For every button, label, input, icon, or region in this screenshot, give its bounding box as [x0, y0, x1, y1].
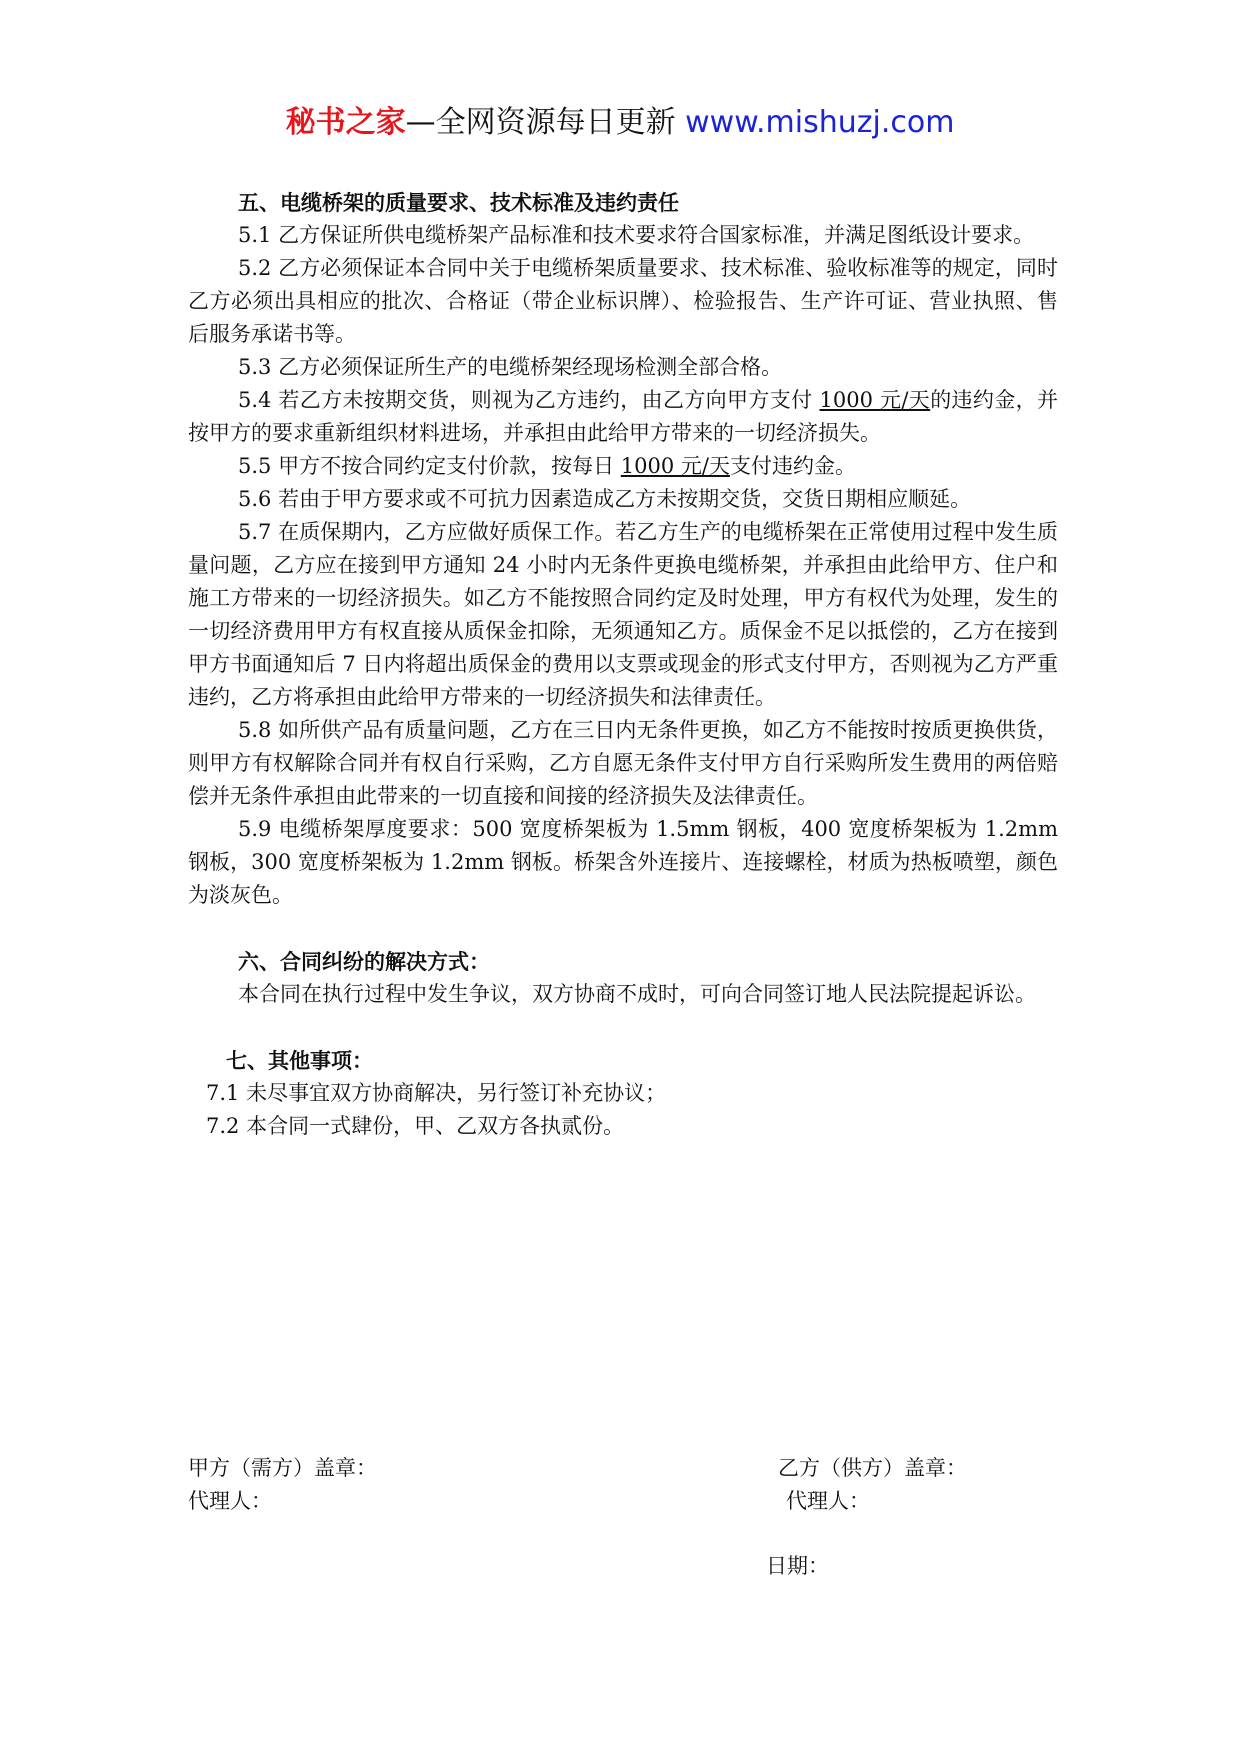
clause-5-5-penalty: 1000 元/天: [620, 454, 730, 478]
section6-heading: 六、合同纠纷的解决方式：: [238, 949, 490, 974]
clause-5-9: 5.9 电缆桥架厚度要求：500 宽度桥架板为 1.5mm 钢板，400 宽度桥架板为 1.2mm 钢板，300 宽度桥架板为 1.2mm 钢板。桥架含外连接片、连接螺栓，材质为热板喷塑，颜色为淡灰色。: [188, 817, 1058, 907]
party-a-agent-label: 代理人：: [188, 1489, 272, 1513]
date-label: 日期：: [766, 1554, 829, 1578]
party-a-seal-label: 甲方（需方）盖章：: [188, 1456, 377, 1480]
clause-7-2: 7.2 本合同一式肆份，甲、乙双方各执贰份。: [206, 1114, 625, 1138]
clause-5-1: 5.1 乙方保证所供电缆桥架产品标准和技术要求符合国家标准，并满足图纸设计要求。: [238, 223, 1035, 247]
banner-brand: 秘书之家: [285, 105, 406, 140]
clause-5-4-text-b: 的违约金，并按甲方的要求重新组织材料进场，并承担由此给甲方带来的一切经济损失。: [188, 388, 1058, 445]
contract-body: [188, 186, 1058, 1143]
spacer: [188, 912, 1058, 945]
section6-body: 本合同在执行过程中发生争议，双方协商不成时，可向合同签订地人民法院提起诉讼。: [238, 982, 1036, 1006]
clause-5-3: 5.3 乙方必须保证所生产的电缆桥架经现场检测全部合格。: [238, 355, 783, 379]
clause-5-4-text-a: 5.4 若乙方未按期交货，则视为乙方违约，由乙方向甲方支付: [238, 388, 820, 412]
party-b-agent-label: 代理人：: [786, 1489, 870, 1513]
party-b-seal-label: 乙方（供方）盖章：: [778, 1456, 967, 1480]
section7-heading: 七、其他事项：: [226, 1048, 373, 1073]
clause-5-2: 5.2 乙方必须保证本合同中关于电缆桥架质量要求、技术标准、验收标准等的规定，同时乙方必须出具相应的批次、合格证（带企业标识牌）、检验报告、生产许可证、营业执照、售后服务承诺书等。: [188, 256, 1058, 346]
clause-5-5: [188, 450, 1058, 483]
clause-5-8: 5.8 如所供产品有质量问题，乙方在三日内无条件更换，如乙方不能按时按质更换供货，则甲方有权解除合同并有权自行采购，乙方自愿无条件支付甲方自行采购所发生费用的两倍赔偿并无条件承担由此带来的一切直接和间接的经济损失及法律责任。: [188, 718, 1058, 808]
clause-5-5-text-a: 5.5 甲方不按合同约定支付价款，按每日: [238, 454, 621, 478]
section5-heading: 五、电缆桥架的质量要求、技术标准及违约责任: [238, 190, 679, 215]
clause-5-5-text-b: 支付违约金。: [729, 454, 856, 478]
clause-5-6: 5.6 若由于甲方要求或不可抗力因素造成乙方未按期交货，交货日期相应顺延。: [238, 487, 972, 511]
site-banner: [0, 103, 1240, 143]
banner-website-link[interactable]: www.mishuzj.com: [685, 105, 955, 140]
clause-5-4-penalty: 1000 元/天: [819, 388, 931, 412]
spacer: [188, 1011, 1058, 1044]
banner-tagline: —全网资源每日更新: [405, 105, 686, 140]
clause-5-7: 5.7 在质保期内，乙方应做好质保工作。若乙方生产的电缆桥架在正常使用过程中发生质量问题，乙方应在接到甲方通知 24 小时内无条件更换电缆桥架，并承担由此给甲方、住户和施工方带来的一切经济损失。如乙方不能按照合同约定及时处理，甲方有权代为处理，发生的一切经济费用甲方有权直接从质保金扣除，无须通知乙方。质保金不足以抵偿的，乙方在接到甲方书面通知后 7 日内将超出质保金的费用以支票或现金的形式支付甲方，否则视为乙方严重违约，乙方将承担由此给甲方带来的一切经济损失和法律责任。: [188, 520, 1058, 709]
clause-7-1: 7.1 未尽事宜双方协商解决，另行签订补充协议；: [206, 1081, 667, 1105]
clause-5-4: [188, 384, 1058, 450]
